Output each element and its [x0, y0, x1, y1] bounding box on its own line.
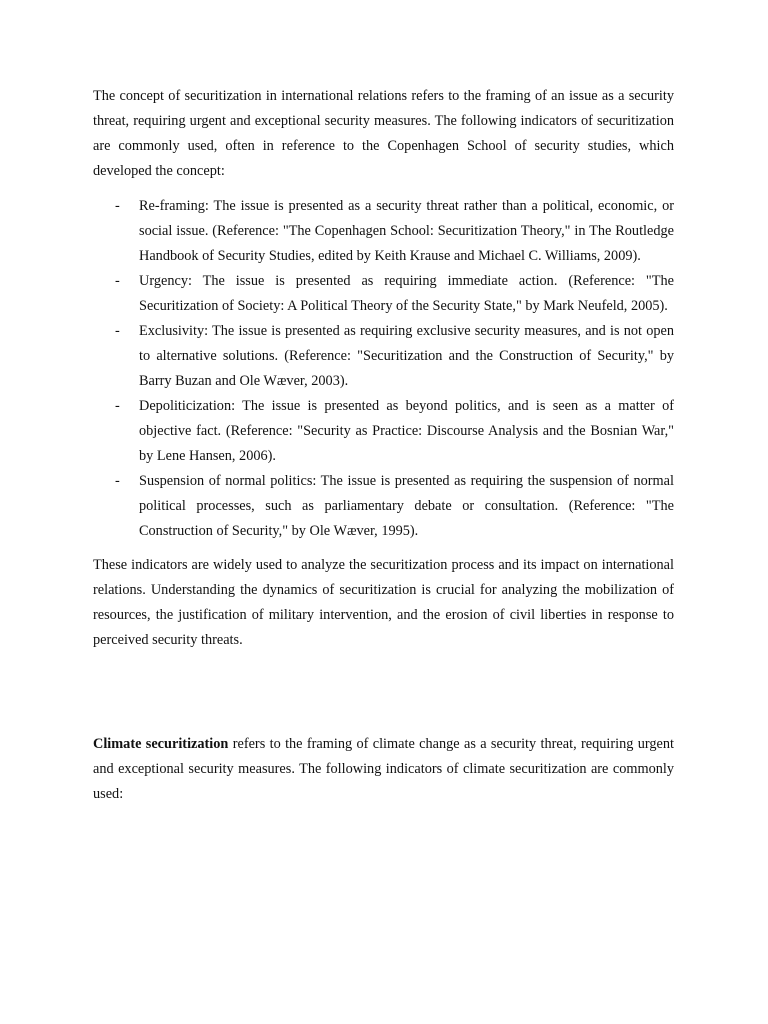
indicator-text: Depoliticization: The issue is presented as beyond politics, and is seen as a matter of objective fact. (Reference: "Security as Practice: Discourse Analysis and the Bosnian War," by Lene Hansen, 2006).: [139, 398, 674, 464]
list-item: [93, 269, 674, 319]
intro-paragraph: The concept of securitization in international relations refers to the framing of an issue as a security threat, requiring urgent and exceptional security measures. The following indicators of securitization are commonly used, often in reference to the Copenhagen School of security studies, which developed the concept:: [93, 88, 674, 179]
climate-text: refers to the framing of climate change as a security threat, requiring urgent and exceptional security measures. The following indicators of climate securitization are commonly used:: [93, 736, 675, 802]
closing-paragraph: These indicators are widely used to analyze the securitization process and its impact on international relations. Understanding the dynamics of securitization is crucial for analyzing the mobilization of resources, the justification of military intervention, and the erosion of civil liberties in response to perceived security threats.: [93, 557, 674, 648]
indicator-list: [93, 194, 674, 544]
bullet-marker: -: [115, 473, 120, 489]
climate-term: Climate securitization: [93, 736, 229, 752]
indicator-text: Re-framing: The issue is presented as a security threat rather than a political, economic, or social issue. (Reference: "The Copenhagen School: Securitization Theory," in The Routledge Handbook of Security Studies, edited by Keith Krause and Michael C. Williams, 2009).: [139, 198, 674, 264]
list-item: [93, 319, 674, 394]
bullet-marker: -: [115, 323, 120, 339]
bullet-marker: -: [115, 198, 120, 214]
list-item: [93, 469, 674, 544]
list-item: [93, 194, 674, 269]
document-page: [93, 84, 674, 807]
climate-paragraph: [93, 732, 674, 807]
indicator-text: Exclusivity: The issue is presented as requiring exclusive security measures, and is not open to alternative solutions. (Reference: "Securitization and the Construction of Security," by Barry Buzan and Ole Wæver, 2003).: [139, 323, 674, 389]
bullet-marker: -: [115, 398, 120, 414]
indicator-text: Urgency: The issue is presented as requiring immediate action. (Reference: "The Securitization of Society: A Political Theory of the Security State," by Mark Neufeld, 2005).: [139, 273, 674, 314]
section-gap: [93, 653, 674, 732]
bullet-marker: -: [115, 273, 120, 289]
list-item: [93, 394, 674, 469]
indicator-text: Suspension of normal politics: The issue is presented as requiring the suspension of normal political processes, such as parliamentary debate or consultation. (Reference: "The Construction of Security," by Ole Wæver, 1995).: [139, 473, 674, 539]
